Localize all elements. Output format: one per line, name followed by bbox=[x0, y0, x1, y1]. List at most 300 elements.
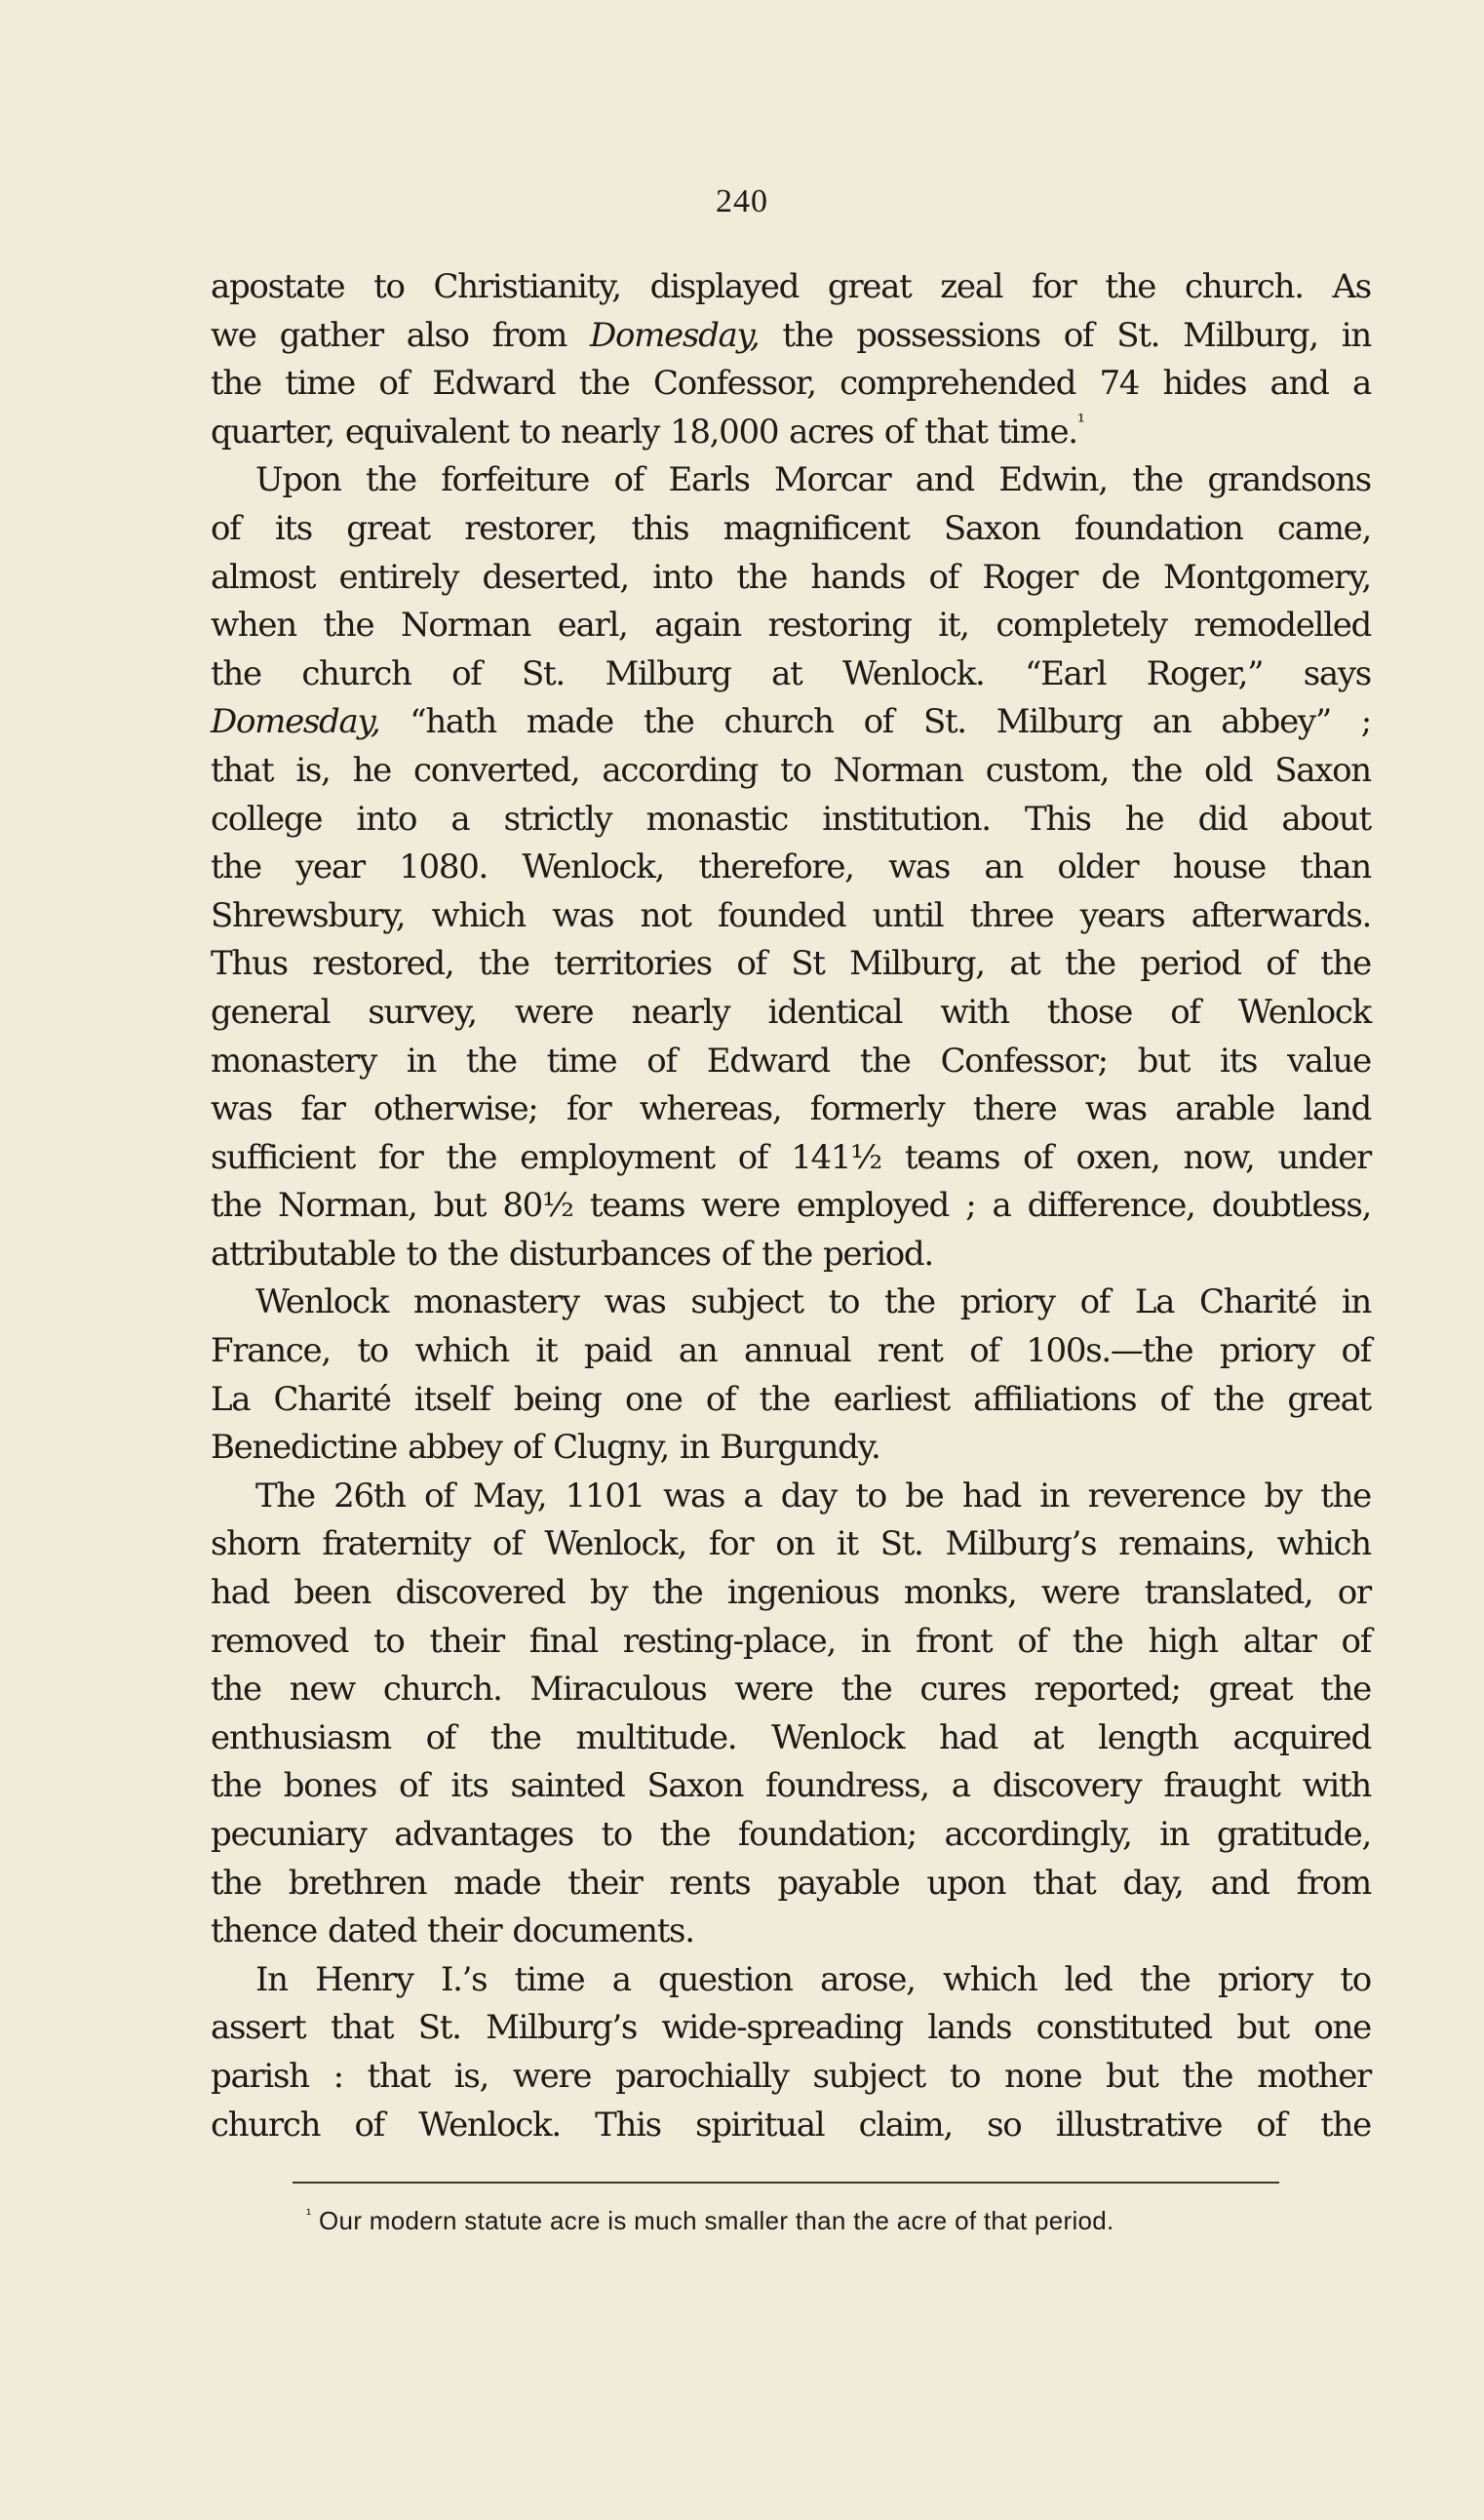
word: from bbox=[491, 315, 567, 355]
word: Wenlock, bbox=[522, 847, 665, 887]
word: great bbox=[346, 508, 430, 548]
body-text bbox=[211, 263, 1371, 2149]
word: priory bbox=[959, 1282, 1055, 1322]
word: itself bbox=[413, 1379, 490, 1419]
word: in bbox=[1341, 315, 1371, 355]
word: afterwards. bbox=[1191, 895, 1371, 935]
word: length bbox=[1098, 1717, 1198, 1757]
word: the bbox=[211, 1186, 261, 1226]
word: question bbox=[658, 1959, 793, 1999]
word: advantages bbox=[394, 1815, 573, 1854]
word: but bbox=[433, 1186, 487, 1226]
word: Confessor, bbox=[652, 364, 816, 404]
word: Burgundy. bbox=[720, 1428, 880, 1468]
word: a bbox=[743, 1476, 762, 1516]
word: than bbox=[1300, 847, 1371, 887]
word: day bbox=[780, 1476, 838, 1516]
word: equivalent bbox=[344, 412, 509, 452]
word: pecuniary bbox=[211, 1815, 367, 1854]
word: reverence bbox=[1087, 1476, 1246, 1516]
word: comprehended bbox=[840, 364, 1076, 404]
word: foundation; bbox=[737, 1815, 917, 1854]
word: in bbox=[680, 1428, 710, 1468]
word: Saxon bbox=[1274, 750, 1371, 790]
word: to bbox=[357, 1331, 388, 1371]
word: also bbox=[406, 315, 469, 355]
word: formerly bbox=[809, 1089, 945, 1129]
word: were bbox=[512, 2056, 592, 2096]
word: fraught bbox=[1163, 1766, 1280, 1806]
word: one bbox=[1313, 2008, 1371, 2048]
word: As bbox=[1332, 267, 1371, 306]
word: period bbox=[1140, 944, 1241, 984]
word: great bbox=[1287, 1379, 1371, 1419]
word: parochially bbox=[615, 2056, 789, 2096]
word: constituted bbox=[1035, 2008, 1212, 2048]
word: the bbox=[578, 364, 630, 404]
word: employed bbox=[796, 1186, 950, 1226]
word: church. bbox=[382, 1670, 502, 1710]
word: illustrative bbox=[1055, 2105, 1223, 2145]
word: from bbox=[1296, 1863, 1371, 1903]
word: the bbox=[859, 1041, 911, 1081]
word: but bbox=[1236, 2008, 1289, 2048]
word: of bbox=[425, 1717, 456, 1757]
word: period. bbox=[822, 1234, 933, 1274]
word: on bbox=[775, 1524, 814, 1564]
word: identical bbox=[767, 992, 903, 1032]
word: shorn bbox=[211, 1524, 300, 1564]
word: of bbox=[1017, 1621, 1047, 1661]
word: which bbox=[1276, 1524, 1371, 1564]
word: Domesday, bbox=[211, 702, 380, 742]
word: of bbox=[1159, 1379, 1190, 1419]
word: by bbox=[1264, 1476, 1302, 1516]
word: far bbox=[300, 1089, 345, 1129]
word: Clugny, bbox=[553, 1428, 670, 1468]
word: now, bbox=[1183, 1137, 1255, 1177]
word: been bbox=[293, 1573, 371, 1613]
word: entirely bbox=[338, 557, 459, 597]
word: Charité bbox=[1198, 1282, 1316, 1322]
word: when bbox=[211, 606, 296, 646]
word: value bbox=[1287, 1041, 1371, 1081]
word: magnificent bbox=[722, 508, 910, 548]
word: of bbox=[1079, 1282, 1111, 1322]
word: it bbox=[836, 1524, 858, 1564]
word: with bbox=[1302, 1766, 1371, 1806]
word: 18,000 bbox=[669, 412, 779, 452]
word: final bbox=[528, 1621, 598, 1661]
word: church bbox=[301, 653, 411, 693]
word: lands bbox=[927, 2008, 1012, 2048]
word: quarter, bbox=[211, 412, 334, 452]
word: of bbox=[211, 508, 241, 548]
word: in bbox=[1341, 1282, 1371, 1322]
word: bones bbox=[283, 1766, 376, 1806]
word: it bbox=[535, 1331, 558, 1371]
word: Shrewsbury, bbox=[211, 895, 406, 935]
text-line bbox=[211, 1134, 1371, 1183]
word: were bbox=[1040, 1573, 1120, 1613]
word: so bbox=[987, 2105, 1022, 2145]
word: in bbox=[1159, 1815, 1190, 1854]
word: Confessor; bbox=[940, 1041, 1108, 1081]
word: Charité bbox=[273, 1379, 391, 1419]
word: to bbox=[949, 2056, 981, 2096]
word: a bbox=[951, 1766, 970, 1806]
word: were bbox=[734, 1670, 813, 1710]
word: in bbox=[1039, 1476, 1070, 1516]
word: I.’s bbox=[441, 1959, 488, 1999]
word: Milburg bbox=[605, 653, 731, 693]
word: subject bbox=[812, 2056, 925, 2096]
word: documents. bbox=[512, 1911, 694, 1951]
word: years bbox=[1079, 895, 1165, 935]
word: restorer, bbox=[464, 508, 598, 548]
word: and bbox=[915, 460, 974, 500]
word: it, bbox=[938, 606, 969, 646]
text-line bbox=[211, 409, 1371, 457]
word: The bbox=[255, 1476, 315, 1516]
word: but bbox=[1106, 2056, 1158, 2096]
word: the bbox=[762, 1234, 812, 1274]
word: at bbox=[1032, 1717, 1064, 1757]
word: Thus bbox=[211, 944, 288, 984]
text-line bbox=[211, 1182, 1371, 1231]
word: for bbox=[566, 1089, 611, 1129]
word: of bbox=[705, 1379, 736, 1419]
word: for bbox=[708, 1524, 754, 1564]
word: Wenlock bbox=[255, 1282, 389, 1322]
word: founded bbox=[717, 895, 846, 935]
word: the bbox=[1182, 2056, 1233, 2096]
word: parish bbox=[211, 2056, 309, 2096]
word: and bbox=[1269, 364, 1329, 404]
footnote-text: Our modern statute acre is much smaller than the acre of that period. bbox=[319, 2206, 1114, 2235]
word: Wenlock, bbox=[544, 1524, 686, 1564]
word: of bbox=[512, 1428, 543, 1468]
word: Norman bbox=[400, 606, 531, 646]
word: acquired bbox=[1232, 1717, 1371, 1757]
footnote-marker: ¹ bbox=[306, 2206, 312, 2224]
word: of bbox=[424, 1476, 454, 1516]
word: the bbox=[651, 1573, 703, 1613]
word: to bbox=[519, 412, 551, 452]
word: did bbox=[1197, 799, 1248, 839]
word: Edwin, bbox=[998, 460, 1108, 500]
word: an bbox=[984, 847, 1023, 887]
word: upon bbox=[926, 1863, 1006, 1903]
text-line bbox=[211, 1908, 1371, 1956]
word: Montgomery, bbox=[1163, 557, 1371, 597]
word: were bbox=[701, 1186, 780, 1226]
text-line bbox=[211, 1811, 1371, 1860]
text-line bbox=[211, 1085, 1371, 1134]
word: the bbox=[1320, 2105, 1371, 2145]
word: the bbox=[1132, 460, 1183, 500]
word: St bbox=[791, 944, 825, 984]
word: he bbox=[1124, 799, 1164, 839]
word: the bbox=[448, 1234, 498, 1274]
word: was bbox=[888, 847, 950, 887]
word: the bbox=[211, 364, 261, 404]
word: the bbox=[211, 847, 261, 887]
word: an bbox=[1152, 702, 1191, 742]
word: Roger bbox=[982, 557, 1078, 597]
page-number: 240 bbox=[716, 183, 768, 219]
word: removed bbox=[211, 1621, 349, 1661]
word: whereas, bbox=[639, 1089, 782, 1129]
word: of bbox=[737, 1137, 768, 1177]
word: 74 bbox=[1099, 364, 1140, 404]
word: abbey bbox=[408, 1428, 502, 1468]
word: of bbox=[736, 944, 766, 984]
word: the bbox=[736, 557, 788, 597]
word: for bbox=[1032, 267, 1076, 306]
word: a bbox=[992, 1186, 1011, 1226]
word: Wenlock bbox=[1237, 992, 1371, 1032]
text-line bbox=[211, 892, 1371, 941]
word: church bbox=[211, 2105, 321, 2145]
word: affiliations bbox=[973, 1379, 1137, 1419]
word: the bbox=[211, 653, 261, 693]
word: gratitude, bbox=[1216, 1815, 1371, 1854]
word: nearly bbox=[631, 992, 730, 1032]
word: house bbox=[1172, 847, 1267, 887]
word: possessions bbox=[856, 315, 1040, 355]
word: we bbox=[211, 315, 256, 355]
word: Norman bbox=[833, 750, 963, 790]
text-line bbox=[211, 554, 1371, 603]
word: Earls bbox=[668, 460, 750, 500]
word: ingenious bbox=[726, 1573, 879, 1613]
word: of bbox=[1341, 1331, 1371, 1371]
word: the bbox=[366, 460, 416, 500]
text-line bbox=[211, 1038, 1371, 1086]
word: payable bbox=[777, 1863, 900, 1903]
word: about bbox=[1281, 799, 1371, 839]
word: of bbox=[378, 364, 409, 404]
word: France, bbox=[211, 1331, 331, 1371]
word: 100s.—the bbox=[1026, 1331, 1193, 1371]
word: that bbox=[924, 412, 988, 452]
word: arable bbox=[1175, 1089, 1274, 1129]
word: general bbox=[211, 992, 331, 1032]
word: at bbox=[1009, 944, 1040, 984]
text-line bbox=[211, 989, 1371, 1038]
word: that bbox=[367, 2056, 430, 2096]
word: restored, bbox=[312, 944, 454, 984]
word: time bbox=[285, 364, 355, 404]
word: to bbox=[1340, 1959, 1371, 1999]
word: of bbox=[928, 557, 958, 597]
word: teams bbox=[904, 1137, 1000, 1177]
word: time bbox=[514, 1959, 585, 1999]
word: institution. bbox=[822, 799, 991, 839]
word: of bbox=[1063, 315, 1094, 355]
word: which bbox=[414, 1331, 509, 1371]
word: abbey” bbox=[1221, 702, 1331, 742]
word: forfeiture bbox=[441, 460, 590, 500]
word: in bbox=[860, 1621, 891, 1661]
word: had bbox=[939, 1717, 998, 1757]
word: employment bbox=[520, 1137, 715, 1177]
word: and bbox=[1210, 1863, 1269, 1903]
word: difference, bbox=[1027, 1186, 1195, 1226]
word: that bbox=[211, 750, 274, 790]
word: earliest bbox=[833, 1379, 950, 1419]
word: the bbox=[759, 1379, 810, 1419]
footnote-ref: ¹ bbox=[1076, 410, 1084, 434]
word: St. bbox=[1116, 315, 1160, 355]
word: attributable bbox=[211, 1234, 396, 1274]
text-line bbox=[211, 1666, 1371, 1714]
word: gather bbox=[279, 315, 383, 355]
word: claim, bbox=[858, 2105, 953, 2145]
word: hides bbox=[1162, 364, 1247, 404]
word: was bbox=[552, 895, 614, 935]
word: was bbox=[1084, 1089, 1147, 1129]
word: translated, bbox=[1144, 1573, 1313, 1613]
word: almost bbox=[211, 557, 316, 597]
word: fraternity bbox=[322, 1524, 471, 1564]
word: of bbox=[646, 1041, 677, 1081]
text-line bbox=[211, 1376, 1371, 1425]
word: Wenlock. bbox=[418, 2105, 561, 2145]
text-line bbox=[211, 844, 1371, 892]
word: the bbox=[1065, 944, 1115, 984]
word: converted, bbox=[413, 750, 580, 790]
word: its bbox=[1220, 1041, 1258, 1081]
text-line bbox=[211, 1569, 1371, 1618]
word: St. bbox=[922, 702, 966, 742]
word: May, bbox=[472, 1476, 547, 1516]
word: St. bbox=[522, 653, 565, 693]
word: therefore, bbox=[698, 847, 854, 887]
word: is, bbox=[453, 2056, 488, 2096]
word: acres bbox=[789, 412, 874, 452]
word: a bbox=[1351, 364, 1371, 404]
word: multitude. bbox=[575, 1717, 737, 1757]
word: 26th bbox=[333, 1476, 406, 1516]
word: of bbox=[1256, 2105, 1286, 2145]
word: “Earl bbox=[1025, 653, 1107, 693]
word: Saxon bbox=[646, 1766, 744, 1806]
word: was bbox=[604, 1282, 666, 1322]
word: those bbox=[1046, 992, 1133, 1032]
word: St. bbox=[417, 2008, 461, 2048]
word: 141½ bbox=[791, 1137, 881, 1177]
word: altar bbox=[1242, 1621, 1316, 1661]
word: Edward bbox=[432, 364, 556, 404]
word: of bbox=[863, 702, 894, 742]
word: that bbox=[1033, 1863, 1096, 1903]
word: subject bbox=[690, 1282, 803, 1322]
word: again bbox=[654, 606, 741, 646]
word: restoring bbox=[767, 606, 912, 646]
word: of bbox=[613, 460, 644, 500]
word: brethren bbox=[288, 1863, 427, 1903]
word: remodelled bbox=[1193, 606, 1371, 646]
word: the bbox=[1320, 944, 1371, 984]
word: grandsons bbox=[1207, 460, 1371, 500]
text-line bbox=[211, 747, 1371, 796]
text-line bbox=[211, 2004, 1371, 2053]
text-line bbox=[211, 2102, 1371, 2150]
word: to bbox=[373, 267, 405, 306]
word: the bbox=[659, 1815, 711, 1854]
word: monks, bbox=[903, 1573, 1017, 1613]
text-line bbox=[211, 505, 1371, 554]
word: : bbox=[332, 2056, 343, 2096]
word: for bbox=[377, 1137, 423, 1177]
word: Benedictine bbox=[211, 1428, 398, 1468]
word: the bbox=[465, 1041, 517, 1081]
word: of bbox=[451, 653, 482, 693]
word: the bbox=[211, 1670, 261, 1710]
word: at bbox=[771, 653, 802, 693]
word: 80½ bbox=[502, 1186, 573, 1226]
text-line bbox=[211, 263, 1371, 312]
word: oxen, bbox=[1075, 1137, 1160, 1177]
word: land bbox=[1303, 1089, 1371, 1129]
word: paid bbox=[583, 1331, 652, 1371]
word: is, bbox=[295, 750, 331, 790]
word: time.$^{^1}$ bbox=[997, 410, 1084, 452]
word: he bbox=[352, 750, 391, 790]
text-line bbox=[211, 1424, 1371, 1473]
word: 1101 bbox=[565, 1476, 644, 1516]
word: survey, bbox=[368, 992, 477, 1032]
word: thence bbox=[211, 1911, 317, 1951]
word: Milburg’s bbox=[486, 2008, 637, 2048]
word: Milburg bbox=[996, 702, 1122, 742]
word: “hath bbox=[410, 702, 496, 742]
word: there bbox=[972, 1089, 1057, 1129]
text-line bbox=[211, 1714, 1371, 1763]
word: had bbox=[211, 1573, 270, 1613]
word: the bbox=[840, 1670, 892, 1710]
word: which bbox=[431, 895, 526, 935]
word: to bbox=[373, 1621, 405, 1661]
word: made bbox=[453, 1863, 541, 1903]
word: the bbox=[1131, 750, 1183, 790]
text-line bbox=[211, 360, 1371, 409]
word: the bbox=[446, 1137, 497, 1177]
word: but bbox=[1137, 1041, 1191, 1081]
word: its bbox=[274, 508, 312, 548]
word: the bbox=[211, 1766, 261, 1806]
word: of bbox=[492, 1524, 523, 1564]
word: La bbox=[1134, 1282, 1175, 1322]
word: the bbox=[884, 1282, 935, 1322]
word: church. bbox=[1184, 267, 1304, 306]
text-line bbox=[211, 602, 1371, 650]
word: accordingly, bbox=[944, 1815, 1132, 1854]
text-line bbox=[211, 1279, 1371, 1327]
word: great bbox=[827, 267, 912, 306]
word: priory bbox=[1217, 1959, 1312, 1999]
word: in bbox=[406, 1041, 436, 1081]
word: to bbox=[855, 1476, 886, 1516]
text-line bbox=[211, 650, 1371, 699]
word: foundation bbox=[1074, 508, 1243, 548]
text-line bbox=[211, 1860, 1371, 1909]
word: La bbox=[211, 1379, 251, 1419]
word: be bbox=[905, 1476, 944, 1516]
footnote bbox=[306, 2206, 1281, 2236]
